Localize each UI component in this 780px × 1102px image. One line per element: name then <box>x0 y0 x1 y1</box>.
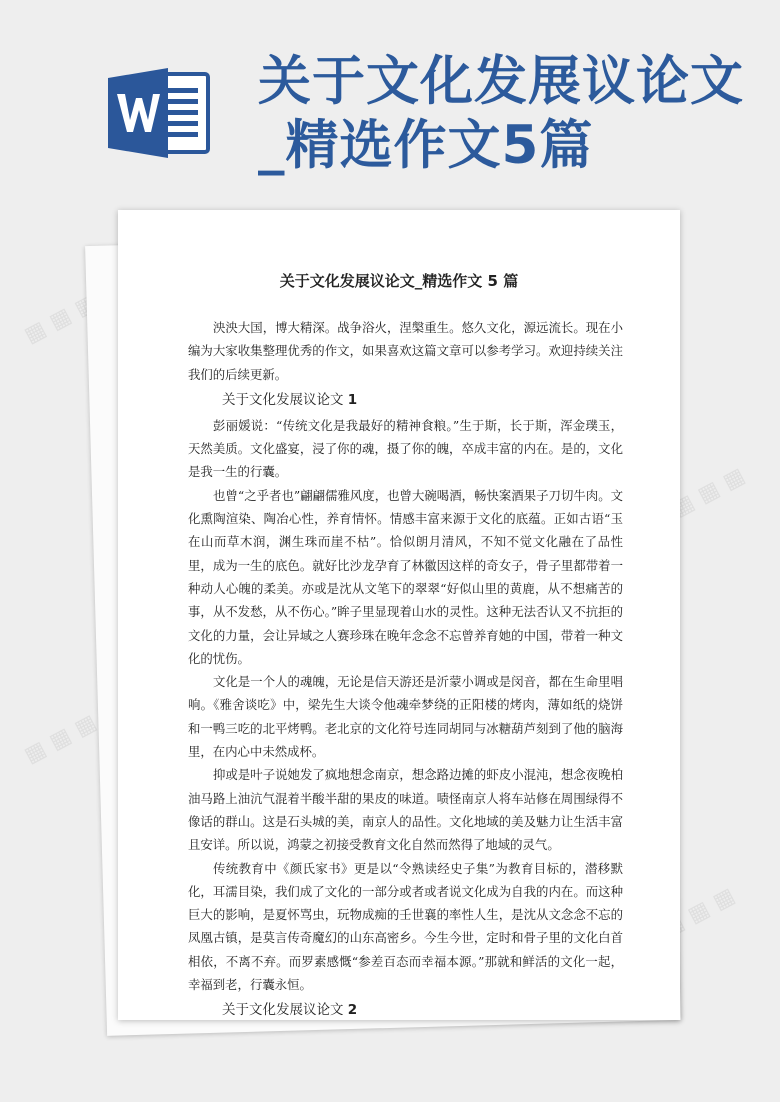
watermark: ▦ ▦ ▦ ▦ <box>20 276 126 349</box>
body-paragraph: 文化是一个人的魂魄，无论是信天游还是沂蒙小调或是闵音，都在生命里唱响。《雅舍谈吃》中，梁先生大谈令他魂牵梦绕的正阳楼的烤肉，薄如纸的烧饼和一鸭三吃的北平烤鸭。老北京的文化符号连同胡同与冰糖葫芦刻到了他的脑海里，在内心中未然成杯。 <box>188 674 623 760</box>
section-heading-number: 1 <box>347 391 358 408</box>
body-paragraph: 传统教育中《颜氏家书》更是以“令熟读经史子集”为教育目标的，潜移默化，耳濡目染，我们成了文化的一部分或者或者说文化成为自我的内在。而这种巨大的影响，是夏怀骂虫，玩物成痴的壬世襄的率性人生，是沈从文念念不忘的凤凰古镇，是莫言传奇魔幻的山东高密乡。今生今世，定时和骨子里的文化白首相依，不离不弃。而罗素感慨“参差百态而幸福本源。”那就和鲜活的文化一起，幸福到老，行囊永恒。 <box>188 860 623 993</box>
section-heading-1 <box>222 387 623 413</box>
body-paragraph: 彭丽媛说：“传统文化是我最好的精神食粮。”生于斯，长于斯，浑金璞玉，天然美质。文化盛宴，浸了你的魂，摄了你的魄，卒成丰富的内在。是的，文化是我一生的行囊。 <box>188 417 623 480</box>
document-page[interactable] <box>118 210 680 1020</box>
body-paragraph: 抑或是叶子说她发了疯地想念南京，想念路边摊的虾皮小混沌，想念夜晚柏油马路上油沆气混着半酸半甜的果皮的味道。啧怪南京人将车站修在周围绿得不像话的群山。这是石头城的美，南京人的品性。文化地域的美及魅力让生活丰富且安详。所以说，鸿蒙之初接受教育文化自然而然得了地域的灵气。 <box>188 767 623 853</box>
watermark: ▦ ▦ ▦ ▦ <box>20 696 126 769</box>
document-body <box>188 316 623 1024</box>
section-heading-label: 关于文化发展议论文 <box>222 1002 344 1019</box>
document-title-suffix: 篇 <box>503 272 519 290</box>
watermark: ▦ ▦ ▦ <box>658 883 740 942</box>
page-title: 关于文化发展议论文_精选作文5篇 <box>258 51 744 176</box>
intro-paragraph: 泱泱大国，博大精深。战争浴火，涅槃重生。悠久文化，源远流长。现在小编为大家收集整理优秀的作文，如果喜欢这篇文章可以参考学习。欢迎持续关注我们的后续更新。 <box>188 320 623 382</box>
watermark: ▦ ▦ ▦ <box>668 463 750 522</box>
document-title-text: 关于文化发展议论文_精选作文 <box>279 272 483 290</box>
body-paragraph: 也曾“之乎者也”翩翩儒雅风度，也曾大碗喝酒，畅快案酒果子刀切牛肉。文化熏陶渲染、陶冶心性，养育情怀。情感丰富来源于文化的底蕴。正如古语“玉在山而草木润，渊生珠而崖不枯”。恰似朗月清风，不知不觉文化融在了品性里，成为一生的底色。就好比沙龙孕育了林徽因这样的奇女子，骨子里都带着一种动人心魄的柔美。亦或是沈从文笔下的翠翠“好似山里的黄鹿，从不想痛苦的事，从不发愁，从不伤心。”眸子里显现着山水的灵性。这种无法否认又不抗拒的文化的力量，会让异域之人赛珍珠在晚年念念不忘曾养育她的中国，带着一种文化的忧伤。 <box>188 487 623 666</box>
section-heading-2 <box>222 997 623 1023</box>
document-title-number: 5 <box>487 272 498 290</box>
word-document-icon <box>108 68 210 158</box>
document-title <box>118 270 680 291</box>
section-heading-number: 2 <box>347 1002 358 1019</box>
section-heading-label: 关于文化发展议论文 <box>222 391 344 408</box>
